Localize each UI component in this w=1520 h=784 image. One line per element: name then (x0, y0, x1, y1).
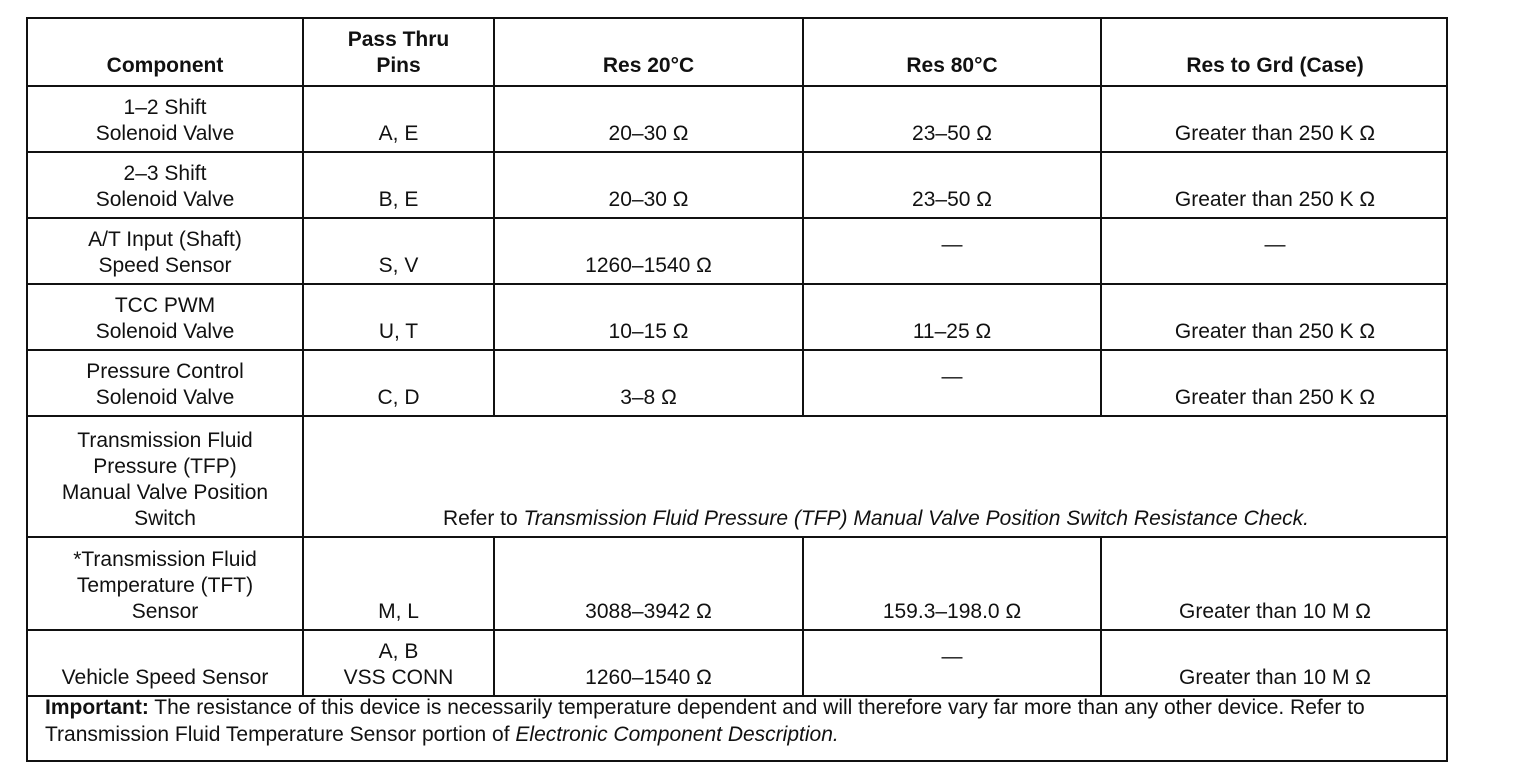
note-label: Important: (45, 696, 149, 719)
table-row (28, 537, 1448, 630)
res-20c-cell: 3088–3942 Ω (494, 537, 803, 630)
pins-cell: C, D (303, 350, 494, 416)
table-row (28, 86, 1448, 152)
res-ground-cell: Greater than 250 K Ω (1101, 284, 1448, 350)
table-row (28, 152, 1448, 218)
res-80c-cell: 23–50 Ω (803, 86, 1101, 152)
pins-cell: A, B VSS CONN (303, 630, 494, 696)
component-cell: TCC PWM Solenoid Valve (28, 284, 303, 350)
refer-document-link-text: Transmission Fluid Pressure (TFP) Manual Valve Position Switch Resistance Check. (523, 507, 1309, 530)
table-header-row (28, 19, 1448, 86)
header-component: Component (28, 19, 303, 86)
res-20c-cell: 20–30 Ω (494, 152, 803, 218)
pins-cell: S, V (303, 218, 494, 284)
component-cell: 2–3 Shift Solenoid Valve (28, 152, 303, 218)
pins-cell: B, E (303, 152, 494, 218)
important-note (28, 686, 1446, 760)
res-80c-cell: — (803, 350, 1101, 416)
res-80c-cell: — (803, 630, 1101, 696)
note-text: The resistance of this device is necessarily temperature dependent and will therefore vary far more than any other device. Refer to Transmission Fluid Temperature Sensor portion of (45, 696, 1365, 746)
res-20c-cell: 1260–1540 Ω (494, 630, 803, 696)
component-cell: Vehicle Speed Sensor (28, 630, 303, 696)
pins-cell: A, E (303, 86, 494, 152)
header-res-20c: Res 20°C (494, 19, 803, 86)
component-resistance-table (28, 19, 1448, 697)
refer-prefix: Refer to (443, 507, 524, 530)
header-res-to-ground: Res to Grd (Case) (1101, 19, 1448, 86)
res-ground-cell: Greater than 250 K Ω (1101, 350, 1448, 416)
header-res-80c: Res 80°C (803, 19, 1101, 86)
resistance-spec-sheet (26, 17, 1448, 762)
component-cell: Pressure Control Solenoid Valve (28, 350, 303, 416)
res-ground-cell: Greater than 10 M Ω (1101, 537, 1448, 630)
pins-cell: U, T (303, 284, 494, 350)
res-ground-cell: Greater than 250 K Ω (1101, 152, 1448, 218)
res-ground-cell: Greater than 250 K Ω (1101, 86, 1448, 152)
component-cell: 1–2 Shift Solenoid Valve (28, 86, 303, 152)
pins-cell: M, L (303, 537, 494, 630)
res-80c-cell: 11–25 Ω (803, 284, 1101, 350)
header-pass-thru-pins: Pass Thru Pins (303, 19, 494, 86)
note-reference: Electronic Component Description. (515, 723, 839, 746)
component-cell: *Transmission Fluid Temperature (TFT) Sensor (28, 537, 303, 630)
res-ground-cell: — (1101, 218, 1448, 284)
res-80c-cell: — (803, 218, 1101, 284)
res-80c-cell: 23–50 Ω (803, 152, 1101, 218)
res-20c-cell: 3–8 Ω (494, 350, 803, 416)
table-row (28, 284, 1448, 350)
res-ground-cell: Greater than 10 M Ω (1101, 630, 1448, 696)
refer-to-cell (303, 416, 1448, 537)
res-20c-cell: 1260–1540 Ω (494, 218, 803, 284)
component-cell: Transmission Fluid Pressure (TFP) Manual Valve Position Switch (28, 416, 303, 537)
table-row (28, 218, 1448, 284)
res-80c-cell: 159.3–198.0 Ω (803, 537, 1101, 630)
table-row (28, 416, 1448, 537)
table-row (28, 350, 1448, 416)
res-20c-cell: 10–15 Ω (494, 284, 803, 350)
res-20c-cell: 20–30 Ω (494, 86, 803, 152)
component-cell: A/T Input (Shaft) Speed Sensor (28, 218, 303, 284)
